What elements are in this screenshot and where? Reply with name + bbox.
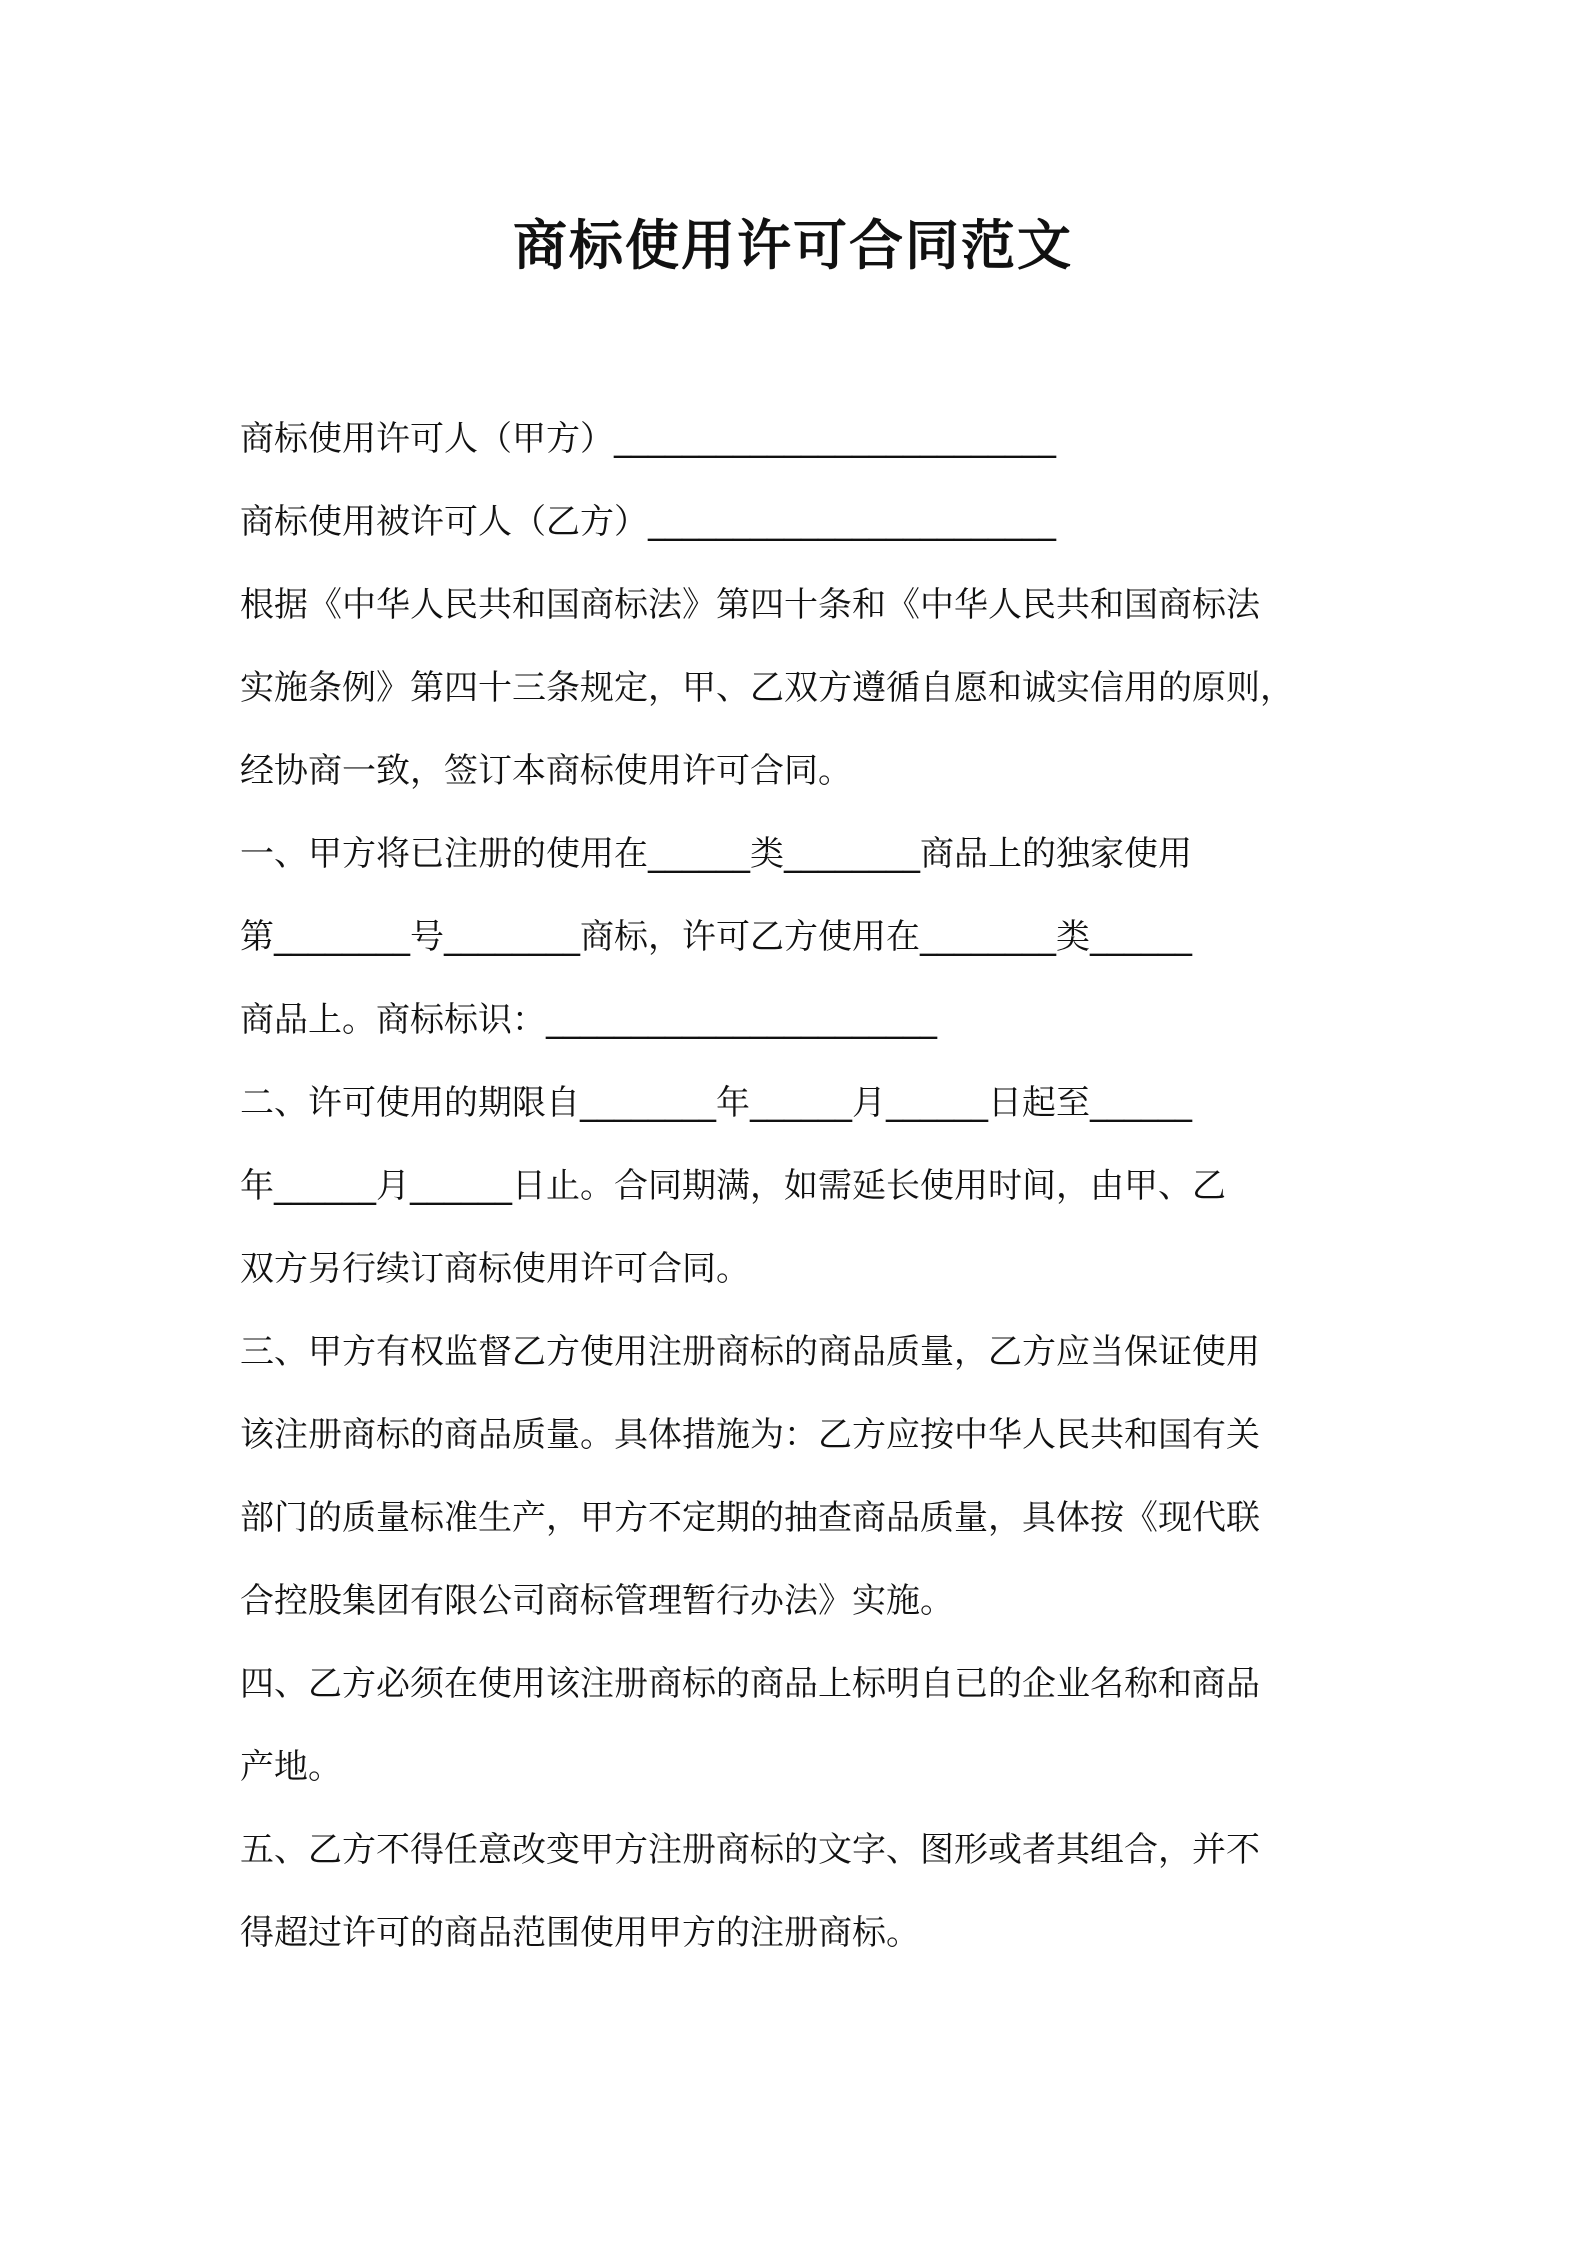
clause-1-line: 一、甲方将已注册的使用在______类________商品上的独家使用 (240, 834, 1192, 874)
clause-3-line: 合控股集团有限公司商标管理暂行办法》实施。 (240, 1581, 954, 1621)
clause-1-line: 第________号________商标，许可乙方使用在________类______ (240, 917, 1192, 957)
document-title: 商标使用许可合同范文 (513, 214, 1073, 277)
clause-3-line: 该注册商标的商品质量。具体措施为：乙方应按中华人民共和国有关 (240, 1415, 1260, 1455)
document-body (240, 408, 1360, 1985)
line-licensor: 商标使用许可人（甲方）__________________________ (240, 419, 1056, 459)
clause-5-line: 得超过许可的商品范围使用甲方的注册商标。 (240, 1913, 920, 1953)
clause-4-line: 产地。 (240, 1747, 342, 1787)
clause-3-line: 部门的质量标准生产，甲方不定期的抽查商品质量，具体按《现代联 (240, 1498, 1260, 1538)
line-licensee: 商标使用被许可人（乙方）________________________ (240, 502, 1056, 542)
clause-4-line: 四、乙方必须在使用该注册商标的商品上标明自已的企业名称和商品 (240, 1664, 1260, 1704)
paragraph-line: 实施条例》第四十三条规定，甲、乙双方遵循自愿和诚实信用的原则， (240, 668, 1294, 708)
paragraph-line: 经协商一致，签订本商标使用许可合同。 (240, 751, 852, 791)
clause-2-line: 年______月______日止。合同期满，如需延长使用时间，由甲、乙 (240, 1166, 1226, 1206)
paragraph-line: 根据《中华人民共和国商标法》第四十条和《中华人民共和国商标法 (240, 585, 1260, 625)
clause-5-line: 五、乙方不得任意改变甲方注册商标的文字、图形或者其组合，并不 (240, 1830, 1260, 1870)
clause-3-line: 三、甲方有权监督乙方使用注册商标的商品质量，乙方应当保证使用 (240, 1332, 1260, 1372)
clause-2-line: 二、许可使用的期限自________年______月______日起至______ (240, 1083, 1192, 1123)
clause-1-line: 商品上。商标标识：_______________________ (240, 1000, 937, 1040)
clause-2-line: 双方另行续订商标使用许可合同。 (240, 1249, 750, 1289)
